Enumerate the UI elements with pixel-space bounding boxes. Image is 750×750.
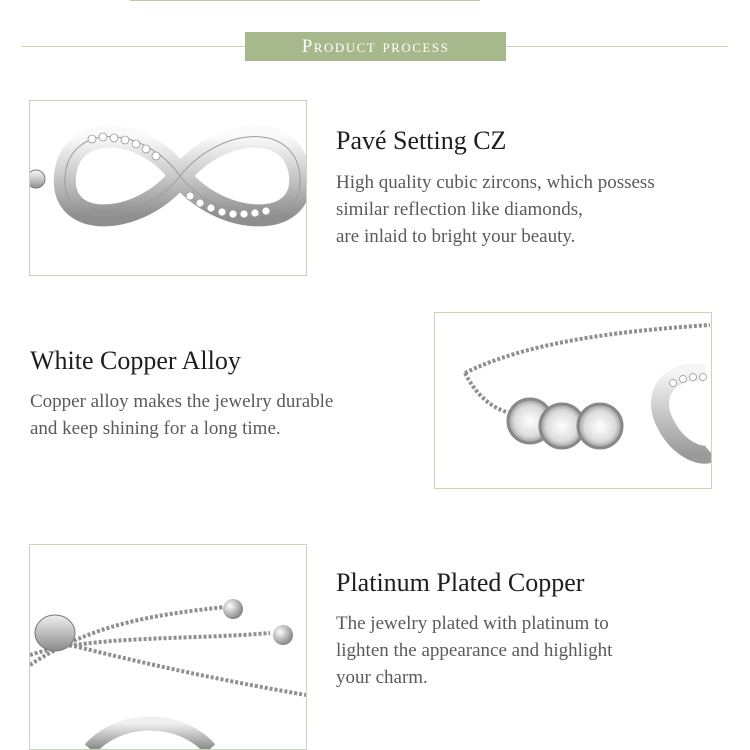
platinum-plated-title: Platinum Plated Copper (336, 568, 585, 597)
description-line: and keep shining for a long time. (30, 418, 281, 439)
pave-setting-description (336, 169, 655, 250)
platinum-plated-description (336, 610, 612, 691)
infinity-pave-bracelet-icon (30, 101, 306, 275)
cz-stones-image (434, 312, 712, 489)
section-header-label: Product process (301, 35, 450, 57)
infinity-pave-image (29, 100, 307, 276)
top-divider (130, 0, 480, 1)
description-line: your charm. (336, 667, 428, 688)
white-copper-title: White Copper Alloy (30, 346, 241, 375)
header-rule-left (22, 46, 245, 47)
slider-chain-image (29, 544, 307, 750)
pave-setting-title: Pavé Setting CZ (336, 126, 507, 155)
description-line: similar reflection like diamonds, (336, 199, 583, 220)
slider-bead-chain-icon (30, 545, 306, 749)
header-rule-right (506, 46, 728, 47)
cz-bezel-stones-chain-icon (435, 313, 711, 488)
description-line: are inlaid to bright your beauty. (336, 226, 576, 247)
section-header (245, 32, 506, 61)
description-line: lighten the appearance and highlight (336, 640, 613, 661)
description-line: The jewelry plated with platinum to (336, 613, 609, 634)
description-line: Copper alloy makes the jewelry durable (30, 391, 334, 412)
white-copper-description (30, 388, 333, 442)
description-line: High quality cubic zircons, which possess (336, 172, 655, 193)
